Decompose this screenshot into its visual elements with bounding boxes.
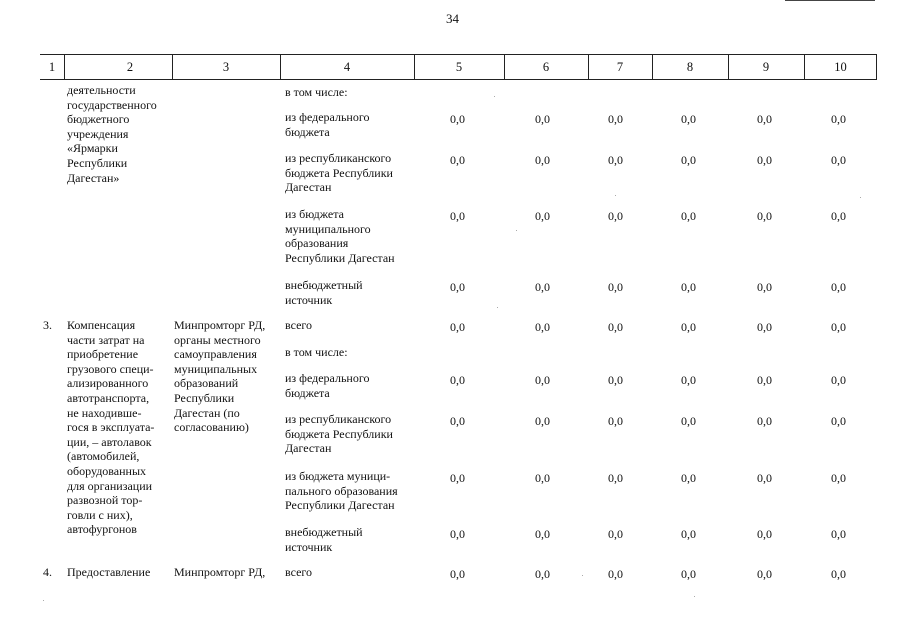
header-col-10: 10 [834, 60, 847, 74]
scan-speck [582, 575, 583, 576]
value-cell: 0,0 [535, 280, 550, 294]
header-divider [652, 54, 653, 80]
value-cell: 0,0 [535, 320, 550, 334]
value-cell: 0,0 [681, 414, 696, 428]
header-col-8: 8 [686, 60, 694, 74]
row-label-municipal: из бюджета муници- пального образования Республики Дагестан [285, 469, 398, 513]
value-cell: 0,0 [450, 280, 465, 294]
value-cell: 0,0 [535, 112, 550, 126]
value-cell: 0,0 [681, 527, 696, 541]
value-cell: 0,0 [681, 471, 696, 485]
value-cell: 0,0 [831, 527, 846, 541]
item-number: 3. [43, 318, 52, 332]
value-cell: 0,0 [681, 567, 696, 581]
header-divider [172, 54, 173, 80]
top-rule [785, 0, 875, 1]
row-label-federal: из федерального бюджета [285, 110, 370, 139]
row-label-republic: из республиканского бюджета Республики Дагестан [285, 151, 393, 195]
value-cell: 0,0 [757, 280, 772, 294]
value-cell: 0,0 [681, 153, 696, 167]
row-label-incl: в том числе: [285, 85, 348, 99]
value-cell: 0,0 [450, 567, 465, 581]
value-cell: 0,0 [608, 209, 623, 223]
value-cell: 0,0 [450, 112, 465, 126]
header-col-7: 7 [616, 60, 624, 74]
value-cell: 0,0 [450, 153, 465, 167]
item-executor: Минпромторг РД, [174, 565, 266, 579]
row-label-extrabudget: внебюджетный источник [285, 278, 363, 307]
value-cell: 0,0 [535, 373, 550, 387]
header-divider [876, 54, 877, 80]
value-cell: 0,0 [535, 471, 550, 485]
value-cell: 0,0 [450, 209, 465, 223]
value-cell: 0,0 [450, 471, 465, 485]
table-header-row [40, 54, 877, 80]
value-cell: 0,0 [535, 414, 550, 428]
value-cell: 0,0 [757, 209, 772, 223]
scan-speck [497, 307, 498, 308]
value-cell: 0,0 [608, 373, 623, 387]
value-cell: 0,0 [831, 567, 846, 581]
value-cell: 0,0 [681, 112, 696, 126]
program-name-continued: деятельности государственного бюджетного учреждения «Ярмарки Республики Дагестан» [67, 83, 157, 185]
scan-speck [615, 195, 616, 196]
value-cell: 0,0 [831, 112, 846, 126]
value-cell: 0,0 [608, 280, 623, 294]
scan-speck [516, 230, 517, 231]
scan-speck [43, 600, 44, 601]
value-cell: 0,0 [757, 320, 772, 334]
value-cell: 0,0 [681, 209, 696, 223]
header-col-3: 3 [222, 60, 230, 74]
row-label-total: всего [285, 318, 313, 332]
value-cell: 0,0 [757, 414, 772, 428]
value-cell: 0,0 [757, 112, 772, 126]
value-cell: 0,0 [757, 373, 772, 387]
header-col-4: 4 [343, 60, 351, 74]
value-cell: 0,0 [608, 567, 623, 581]
value-cell: 0,0 [757, 153, 772, 167]
page-number: 34 [446, 11, 459, 26]
value-cell: 0,0 [608, 414, 623, 428]
header-col-9: 9 [762, 60, 770, 74]
value-cell: 0,0 [608, 471, 623, 485]
value-cell: 0,0 [831, 209, 846, 223]
value-cell: 0,0 [757, 471, 772, 485]
value-cell: 0,0 [608, 153, 623, 167]
scan-speck [694, 596, 695, 597]
value-cell: 0,0 [450, 320, 465, 334]
value-cell: 0,0 [535, 567, 550, 581]
header-divider [64, 54, 65, 80]
header-divider [728, 54, 729, 80]
value-cell: 0,0 [681, 320, 696, 334]
header-col-2: 2 [126, 60, 134, 74]
value-cell: 0,0 [608, 527, 623, 541]
value-cell: 0,0 [831, 471, 846, 485]
row-label-federal: из федерального бюджета [285, 371, 370, 400]
header-col-6: 6 [542, 60, 550, 74]
value-cell: 0,0 [608, 112, 623, 126]
item-name: Компенсация части затрат на приобретение грузового специ- ализированного автотранспорта, не находивше- гося в эксплуата- ции, – автолавок (автомобилей, оборудованных для организации развозной тор- говли с них), автофургонов [67, 318, 155, 537]
value-cell: 0,0 [757, 527, 772, 541]
value-cell: 0,0 [450, 527, 465, 541]
header-divider [280, 54, 281, 80]
value-cell: 0,0 [757, 567, 772, 581]
value-cell: 0,0 [831, 414, 846, 428]
scan-speck [860, 197, 861, 198]
item-executor: Минпромторг РД, органы местного самоуправления муниципальных образований Республики Дагестан (по согласованию) [174, 318, 266, 435]
scan-speck [494, 96, 495, 97]
row-label-total: всего [285, 565, 313, 579]
value-cell: 0,0 [831, 280, 846, 294]
header-divider [588, 54, 589, 80]
value-cell: 0,0 [450, 373, 465, 387]
value-cell: 0,0 [535, 209, 550, 223]
value-cell: 0,0 [450, 414, 465, 428]
value-cell: 0,0 [608, 320, 623, 334]
value-cell: 0,0 [681, 280, 696, 294]
header-col-5: 5 [455, 60, 463, 74]
item-name: Предоставление [67, 565, 151, 579]
row-label-extrabudget: внебюджетный источник [285, 525, 363, 554]
item-number: 4. [43, 565, 52, 579]
row-label-republic: из республиканского бюджета Республики Дагестан [285, 412, 393, 456]
header-divider [414, 54, 415, 80]
header-divider [804, 54, 805, 80]
header-divider [504, 54, 505, 80]
value-cell: 0,0 [831, 153, 846, 167]
value-cell: 0,0 [831, 373, 846, 387]
row-label-municipal: из бюджета муниципального образования Республики Дагестан [285, 207, 395, 265]
header-col-1: 1 [48, 60, 56, 74]
value-cell: 0,0 [535, 527, 550, 541]
value-cell: 0,0 [535, 153, 550, 167]
value-cell: 0,0 [681, 373, 696, 387]
row-label-incl: в том числе: [285, 345, 348, 359]
value-cell: 0,0 [831, 320, 846, 334]
